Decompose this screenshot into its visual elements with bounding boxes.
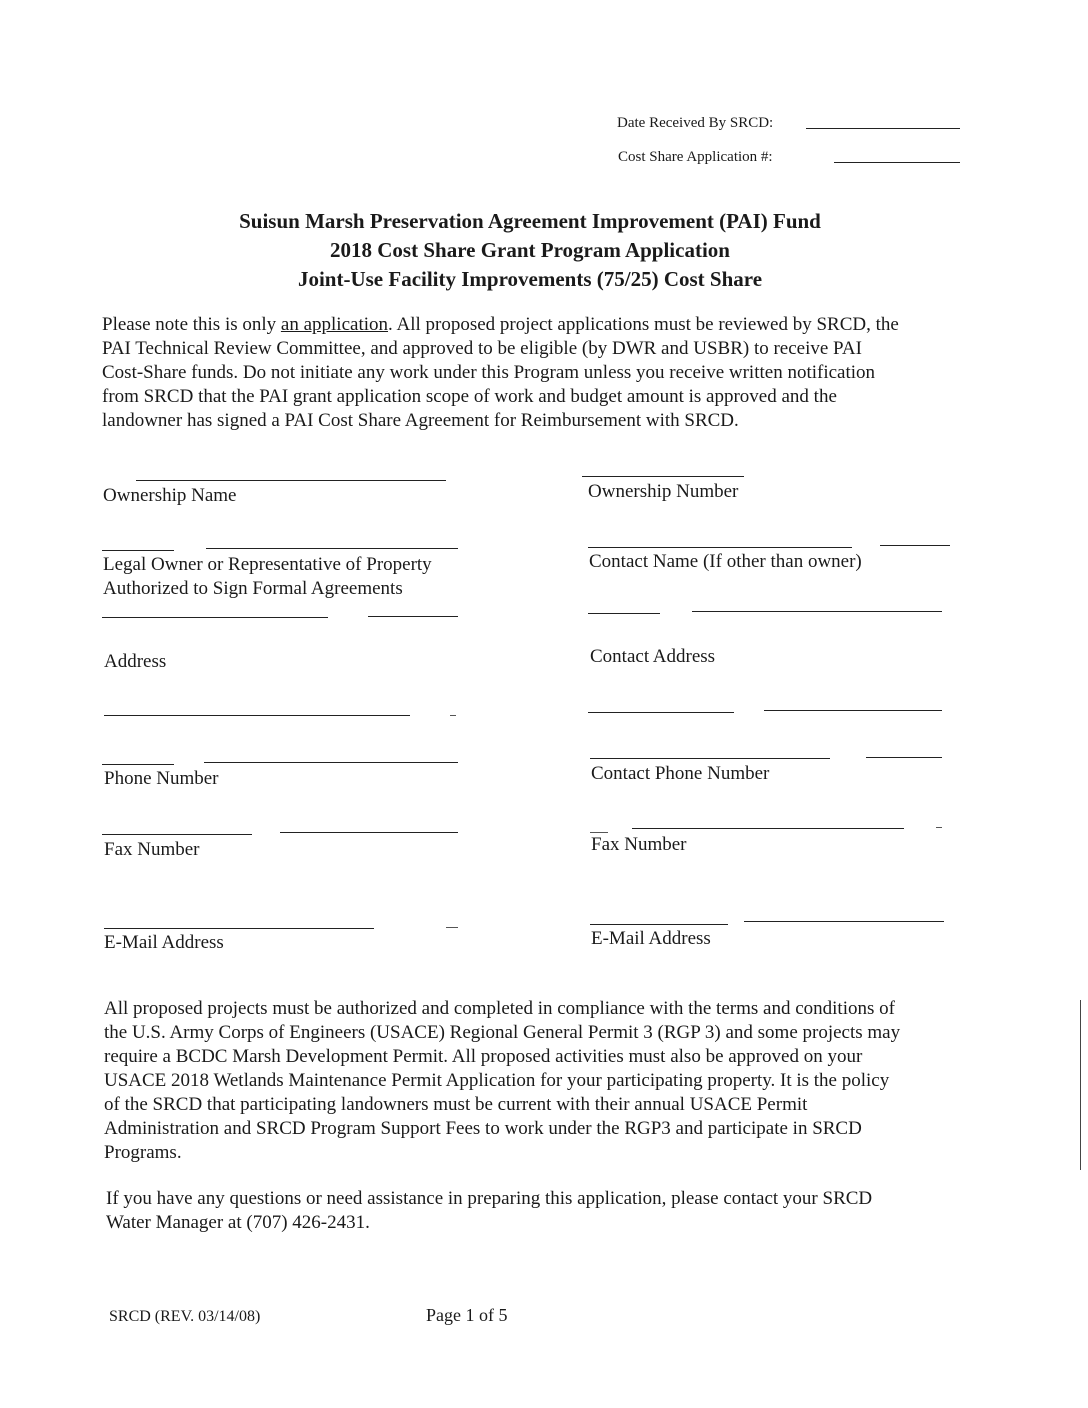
contact-phone-field-a[interactable] — [590, 758, 830, 759]
intro-line-4: from SRCD that the PAI grant application scope of work and budget amount is approved and the — [102, 386, 837, 407]
compliance-line-1: All proposed projects must be authorized and completed in compliance with the terms and conditions of — [104, 998, 895, 1019]
email-field-right-b[interactable] — [744, 921, 944, 922]
contact-line-2: Water Manager at (707) 426-2431. — [106, 1212, 370, 1233]
contact-paragraph — [106, 1187, 872, 1235]
stray-mark — [936, 827, 942, 828]
intro-paragraph — [102, 313, 899, 433]
revision-label: SRCD (REV. 03/14/08) — [109, 1308, 261, 1325]
contact-name-field-b[interactable] — [880, 545, 950, 546]
compliance-line-2: the U.S. Army Corps of Engineers (USACE) Regional General Permit 3 (RGP 3) and some projects may — [104, 1022, 901, 1043]
compliance-line-3: require a BCDC Marsh Development Permit. All proposed activities must also be approved on your — [104, 1046, 863, 1067]
ownership-name-label: Ownership Name — [103, 485, 237, 506]
fax-number-label-right: Fax Number — [591, 834, 687, 855]
compliance-line-7: Programs. — [104, 1142, 182, 1163]
address-line-2-field[interactable] — [104, 715, 410, 716]
legal-owner-field-a[interactable] — [102, 550, 174, 551]
stray-mark — [446, 927, 458, 928]
phone-number-label: Phone Number — [104, 768, 219, 789]
compliance-line-6: Administration and SRCD Program Support Fees to work under the RGP3 and participate in SRCD — [104, 1118, 862, 1139]
application-number-label: Cost Share Application #: — [618, 149, 773, 165]
application-number-field[interactable] — [834, 162, 960, 163]
address-label: Address — [104, 651, 167, 672]
legal-owner-field-b[interactable] — [206, 548, 458, 549]
email-address-label-right: E-Mail Address — [591, 928, 711, 949]
compliance-line-5: of the SRCD that participating landowners must be current with their annual USACE Permit — [104, 1094, 808, 1115]
email-field-left[interactable] — [104, 928, 374, 929]
fax-field-left-a[interactable] — [102, 834, 252, 835]
fax-field-right[interactable] — [632, 828, 904, 829]
compliance-paragraph — [104, 997, 900, 1165]
contact-line-1: If you have any questions or need assistance in preparing this application, please contact your SRCD — [106, 1188, 873, 1209]
legal-owner-label-2: Authorized to Sign Formal Agreements — [103, 578, 403, 599]
title-line-1: Suisun Marsh Preservation Agreement Improvement (PAI) Fund — [239, 209, 821, 233]
address-field-b[interactable] — [368, 616, 458, 617]
phone-field-b[interactable] — [204, 762, 458, 763]
title-line-3: Joint-Use Facility Improvements (75/25) Cost Share — [297, 267, 763, 291]
date-received-label: Date Received By SRCD: — [617, 115, 774, 131]
title-line-2: 2018 Cost Share Grant Program Application — [330, 238, 730, 262]
contact-address-field-b[interactable] — [692, 611, 942, 612]
address-field-a[interactable] — [102, 617, 328, 618]
intro-line-2: PAI Technical Review Committee, and approved to be eligible (by DWR and USBR) to receive PAI — [102, 338, 862, 359]
intro-line-5: landowner has signed a PAI Cost Share Agreement for Reimbursement with SRCD. — [102, 410, 739, 431]
contact-address-line-2-field-b[interactable] — [764, 710, 942, 711]
underlined-text: an application — [280, 314, 389, 335]
scan-edge-line — [1080, 1000, 1081, 1170]
ownership-name-field[interactable] — [136, 480, 446, 481]
fax-number-label-left: Fax Number — [104, 839, 200, 860]
stray-mark — [450, 715, 456, 716]
contact-name-field-a[interactable] — [588, 547, 852, 548]
intro-line-1: Please note this is only an application. All proposed project applications must be reviewed by SRCD, the — [102, 314, 899, 335]
email-field-right-a[interactable] — [590, 924, 728, 925]
contact-address-field-a[interactable] — [588, 613, 660, 614]
contact-phone-field-b[interactable] — [866, 757, 942, 758]
contact-address-label: Contact Address — [590, 646, 716, 667]
page-number: Page 1 of 5 — [426, 1305, 508, 1325]
phone-field-a[interactable] — [102, 764, 174, 765]
fax-field-left-b[interactable] — [280, 832, 458, 833]
compliance-line-4: USACE 2018 Wetlands Maintenance Permit Application for your participating property. It is the policy — [104, 1070, 890, 1091]
intro-line-3: Cost-Share funds. Do not initiate any work under this Program unless you receive written notification — [102, 362, 876, 383]
email-address-label-left: E-Mail Address — [104, 932, 224, 953]
contact-phone-number-label: Contact Phone Number — [591, 763, 770, 784]
contact-address-line-2-field-a[interactable] — [588, 712, 734, 713]
ownership-number-label: Ownership Number — [588, 481, 739, 502]
date-received-field[interactable] — [806, 128, 960, 129]
legal-owner-label-1: Legal Owner or Representative of Property — [103, 554, 432, 575]
ownership-number-field[interactable] — [582, 476, 744, 477]
contact-name-label: Contact Name (If other than owner) — [589, 551, 862, 572]
